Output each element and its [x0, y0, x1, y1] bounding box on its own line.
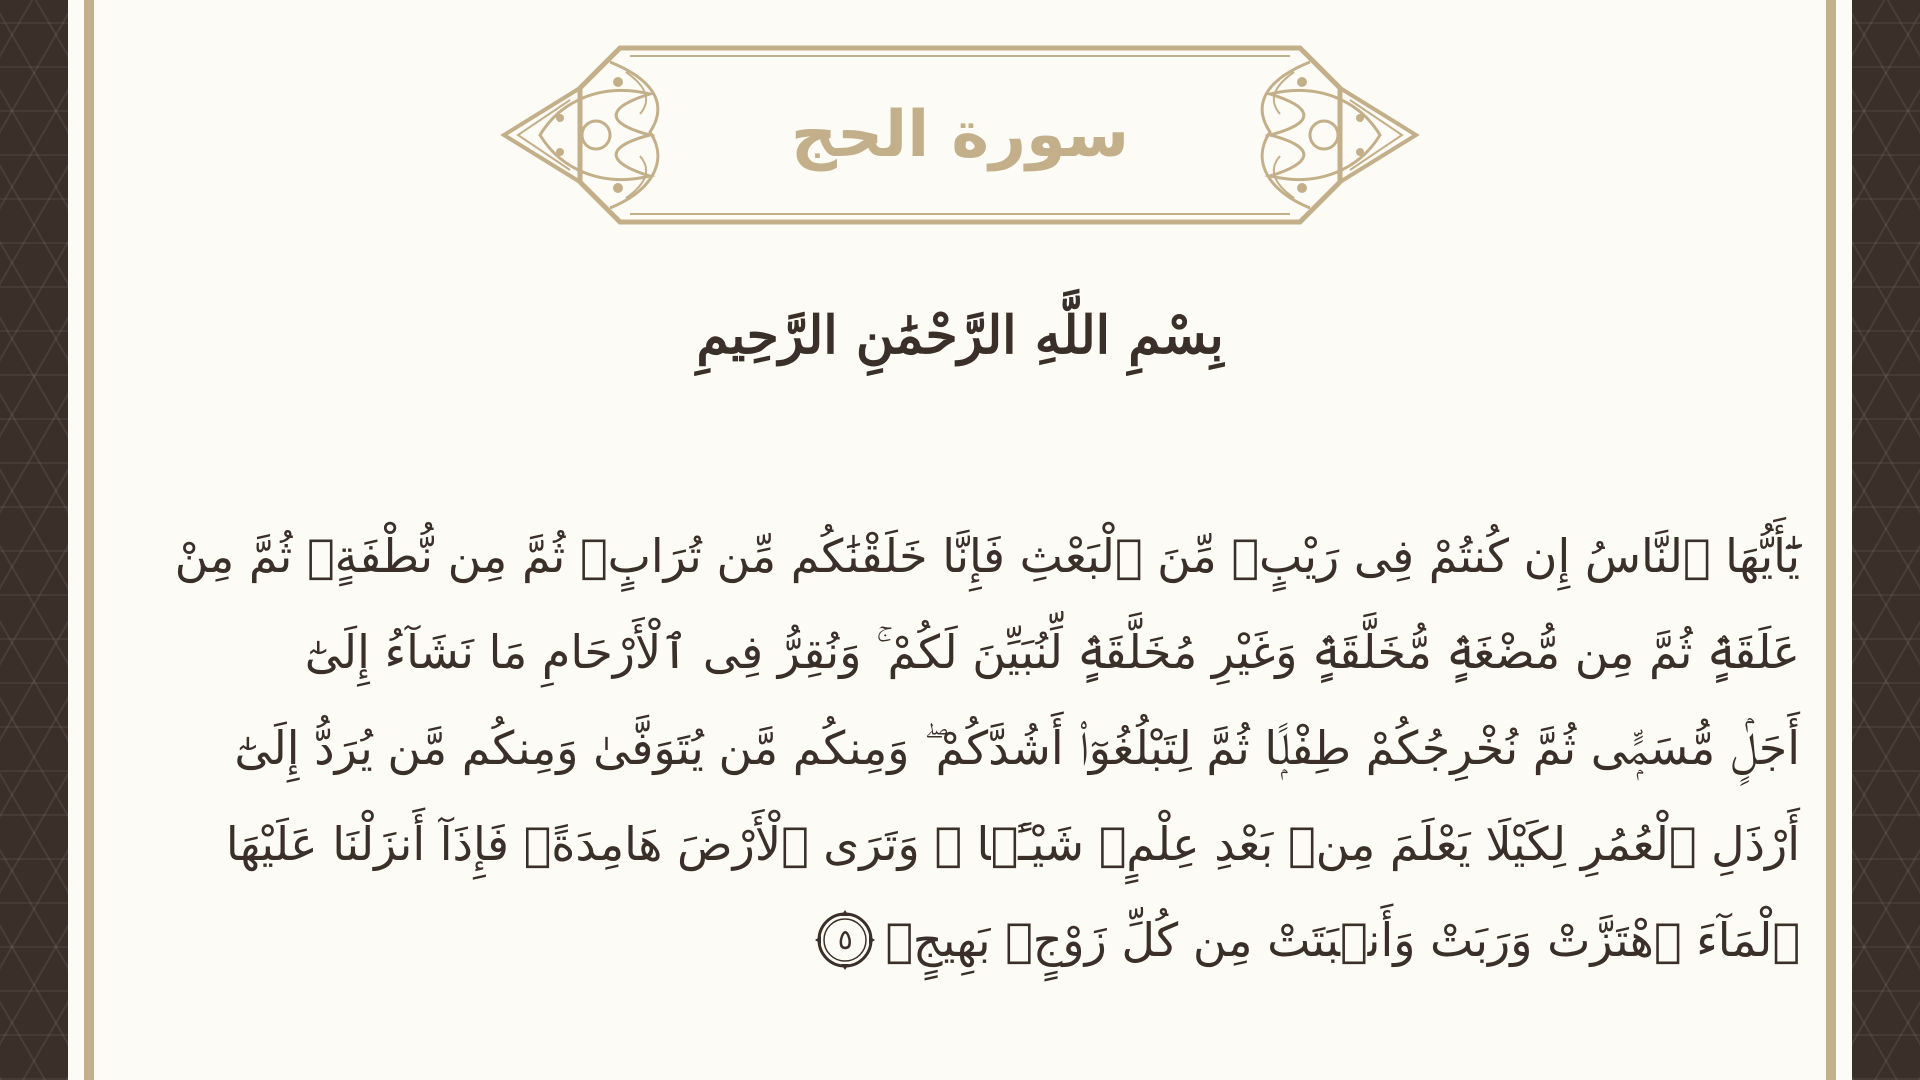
verse-line-text: ٱلْمَآءَ ٱهْتَزَّتْ وَرَبَتْ وَأَنۢبَتَتْ مِن كُلِّ زَوْجٍۭ بَهِيجٍۢ	[885, 913, 1800, 967]
basmala: بِسْمِ اللَّهِ الرَّحْمَٰنِ الرَّحِيمِ	[696, 304, 1224, 366]
surah-title: سورة الحج	[790, 98, 1130, 172]
verse-line: يَٰٓأَيُّهَا ٱلنَّاسُ إِن كُنتُمْ فِى رَيْبٍۢ مِّنَ ٱلْبَعْثِ فَإِنَّا خَلَقْنَٰكُم مِّن تُرَابٍۢ ثُمَّ مِن نُّطْفَةٍۢ ثُمَّ مِنْ	[174, 529, 1800, 583]
ayah-number-marker	[813, 908, 877, 972]
verse-text	[174, 508, 1800, 988]
verse-line: أَجَلٍۢ مُّسَمًّۭى ثُمَّ نُخْرِجُكُمْ طِفْلًۭا ثُمَّ لِتَبْلُغُوٓا۟ أَشُدَّكُمْ ۖ وَمِنكُم مَّن يُتَوَفَّىٰ وَمِنكُم مَّن يُرَدُّ إِلَىٰٓ	[234, 721, 1800, 775]
ayah-number: ٥	[837, 922, 853, 956]
left-gold-rule	[84, 0, 94, 1080]
right-ornamental-border	[1852, 0, 1920, 1080]
right-gold-rule	[1826, 0, 1836, 1080]
verse-line: عَلَقَةٍۢ ثُمَّ مِن مُّضْغَةٍۢ مُّخَلَّقَةٍۢ وَغَيْرِ مُخَلَّقَةٍۢ لِّنُبَيِّنَ لَكُمْ ۚ وَنُقِرُّ فِى ٱلْأَرْحَامِ مَا نَشَآءُ إِلَىٰٓ	[304, 625, 1800, 679]
left-ornamental-border	[0, 0, 68, 1080]
surah-title-frame	[500, 42, 1420, 228]
verse-line-last	[180, 892, 1800, 988]
verse-line: أَرْذَلِ ٱلْعُمُرِ لِكَيْلَا يَعْلَمَ مِنۢ بَعْدِ عِلْمٍۢ شَيْـًۭٔا ۚ وَتَرَى ٱلْأَرْضَ هَامِدَةًۭ فَإِذَآ أَنزَلْنَا عَلَيْهَا	[225, 817, 1800, 871]
